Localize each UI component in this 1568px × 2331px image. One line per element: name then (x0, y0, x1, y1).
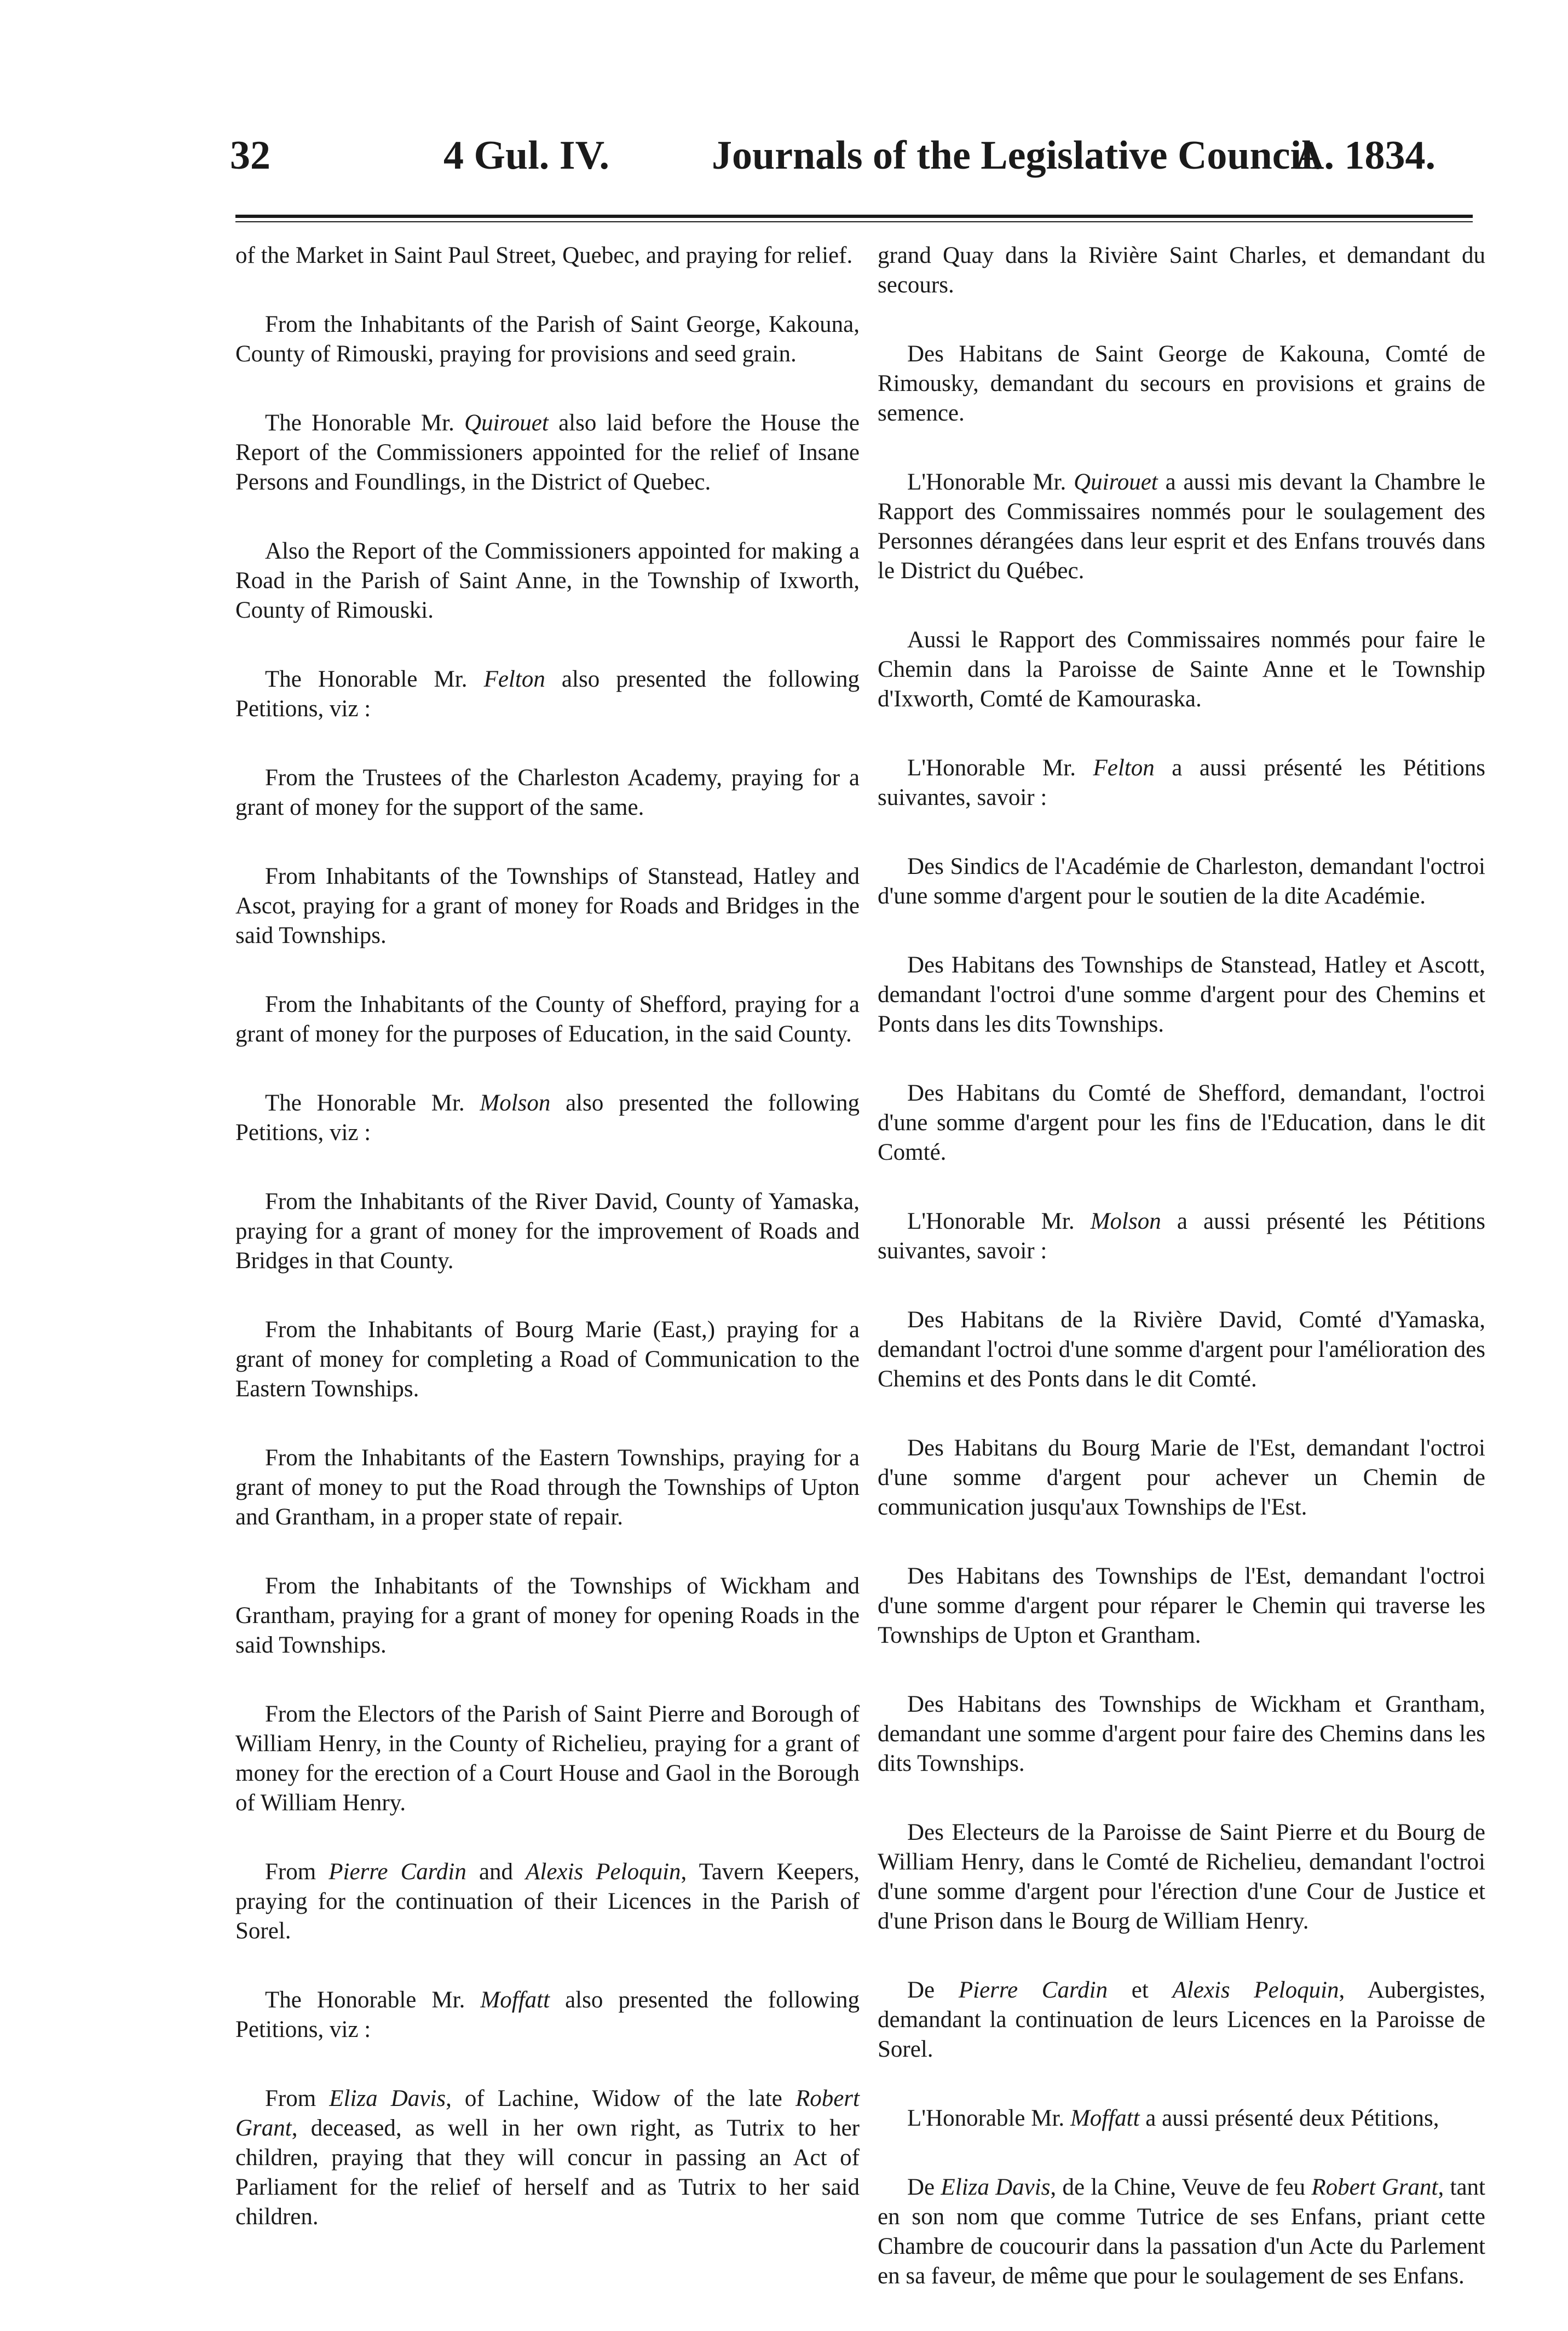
entry-en: The Honorable Mr. Molson also presented the following Petitions, viz : (235, 1090, 860, 1146)
entry-en: From the Inhabitants of the County of Shefford, praying for a grant of money for the purposes of Education, in the said County. (235, 992, 860, 1047)
entry-fr: Des Habitans du Comté de Shefford, demandant, l'octroi d'une somme d'argent pour les fins de l'Education, dans le dit Comté. (878, 1080, 1485, 1165)
journal-title: Journals of the Legislative Council. (712, 133, 1323, 178)
entry-fr: Des Habitans de la Rivière David, Comté d'Yamaska, demandant l'octroi d'une somme d'argent pour l'amélioration des Chemins et des Ponts dans le dit Comté. (878, 1307, 1485, 1392)
entry-fr: Des Habitans des Townships de Stanstead, Hatley et Ascott, demandant l'octroi d'une somme d'argent pour des Chemins et Ponts dans les dits Townships. (878, 952, 1485, 1037)
entry-fr: Des Habitans des Townships de l'Est, demandant l'octroi d'une somme d'argent pour réparer le Chemin qui traverse les Townships de Upton et Grantham. (878, 1563, 1485, 1648)
entry-fr: Des Electeurs de la Paroisse de Saint Pierre et du Bourg de William Henry, dans le Comté de Richelieu, demandant l'octroi d'une somme d'argent pour l'érection d'une Cour de Justice et d'une Prison dans le Bourg de William Henry. (878, 1820, 1485, 1934)
entry-fr: grand Quay dans la Rivière Saint Charles, et demandant du secours. (878, 243, 1485, 298)
entry-fr: L'Honorable Mr. Moffatt a aussi présenté deux Pétitions, (907, 2105, 1439, 2131)
entry-en: The Honorable Mr. Quirouet also laid before the House the Report of the Commissioners appointed for the relief of Insane Persons and Foundlings, in the District of Quebec. (235, 410, 860, 495)
entry-fr: Des Habitans de Saint George de Kakouna, Comté de Rimousky, demandant du secours en provisions et grains de semence. (878, 341, 1485, 426)
entry-en: From the Electors of the Parish of Saint Pierre and Borough of William Henry, in the County of Richelieu, praying for a grant of money for the erection of a Court House and Gaol in the Borough of William Henry. (235, 1701, 860, 1816)
entry-fr: De Pierre Cardin et Alexis Peloquin, Aubergistes, demandant la continuation de leurs Licences en la Paroisse de Sorel. (878, 1977, 1485, 2062)
petitioner-name: Pierre Cardin (328, 1859, 466, 1885)
entry-fr: L'Honorable Mr. Quirouet a aussi mis devant la Chambre le Rapport des Commissaires nommés pour le soulagement des Personnes dérangées dans leur esprit et des Enfans trouvés dans le District du Québec. (878, 469, 1485, 584)
member-name: Moffatt (1070, 2105, 1140, 2131)
page-number: 32 (230, 133, 270, 178)
entry-en: From Eliza Davis, of Lachine, Widow of the late Robert Grant, deceased, as well in her own right, as Tutrix to her children, praying that they will concur in passing an Act of Parliament for the relief of herself and as Tutrix to her said children. (235, 2086, 860, 2230)
petitioner-name: Robert Grant (1311, 2174, 1438, 2200)
member-name: Molson (1090, 1208, 1161, 1234)
entry-fr: L'Honorable Mr. Felton a aussi présenté les Pétitions suivantes, savoir : (878, 755, 1485, 810)
entry-en: From Pierre Cardin and Alexis Peloquin, Tavern Keepers, praying for the continuation of their Licences in the Parish of Sorel. (235, 1859, 860, 1944)
member-name: Quirouet (1074, 469, 1158, 495)
entry-fr: Des Sindics de l'Académie de Charleston, demandant l'octroi d'une somme d'argent pour le soutien de la dite Académie. (878, 854, 1485, 909)
regnal-year: 4 Gul. IV. (443, 133, 609, 178)
header-rule-thin (235, 221, 1473, 222)
petitioner-name: Alexis Peloquin (1172, 1977, 1339, 2003)
calendar-year: A. 1834. (1295, 133, 1436, 178)
entry-en: From Inhabitants of the Townships of Stanstead, Hatley and Ascot, praying for a grant of money for Roads and Bridges in the said Townships. (235, 864, 860, 948)
header-rule-thick (235, 215, 1473, 218)
member-name: Moffatt (480, 1987, 550, 2013)
entry-en: From the Inhabitants of the Eastern Townships, praying for a grant of money to put the Road through the Townships of Upton and Grantham, in a proper state of repair. (235, 1445, 860, 1530)
entry-en: From the Inhabitants of Bourg Marie (East,) praying for a grant of money for completing a Road of Communication to the Eastern Townships. (235, 1317, 860, 1402)
french-column (878, 241, 1485, 2330)
entry-fr: Des Habitans des Townships de Wickham et Grantham, demandant une somme d'argent pour faire des Chemins dans les dits Townships. (878, 1691, 1485, 1776)
entry-en: The Honorable Mr. Moffatt also presented the following Petitions, viz : (235, 1987, 860, 2042)
petitioner-name: Eliza Davis (329, 2086, 446, 2111)
entry-en: of the Market in Saint Paul Street, Quebec, and praying for relief. (235, 243, 853, 268)
english-column (235, 241, 860, 2271)
entry-en: From the Inhabitants of the Parish of Saint George, Kakouna, County of Rimouski, praying for provisions and seed grain. (235, 312, 860, 367)
entry-en: From the Inhabitants of the Townships of Wickham and Grantham, praying for a grant of money for opening Roads in the said Townships. (235, 1573, 860, 1658)
petitioner-name: Pierre Cardin (958, 1977, 1108, 2003)
entry-fr: De Eliza Davis, de la Chine, Veuve de feu Robert Grant, tant en son nom que comme Tutrice de ses Enfans, priant cette Chambre de coucourir dans la passation d'un Acte du Parlement en sa faveur, de même que pour le soulagement de ses Enfans. (878, 2174, 1485, 2289)
member-name: Felton (483, 666, 545, 692)
entry-en: Also the Report of the Commissioners appointed for making a Road in the Parish of Saint Anne, in the Township of Ixworth, County of Rimouski. (235, 538, 860, 623)
entry-fr: Aussi le Rapport des Commissaires nommés pour faire le Chemin dans la Paroisse de Sainte Anne et le Township d'Ixworth, Comté de Kamouraska. (878, 627, 1485, 712)
entry-en: From the Inhabitants of the River David, County of Yamaska, praying for a grant of money for the improvement of Roads and Bridges in that County. (235, 1189, 860, 1274)
member-name: Quirouet (464, 410, 549, 436)
entry-en: From the Trustees of the Charleston Academy, praying for a grant of money for the support of the same. (235, 765, 860, 820)
entry-fr: Des Habitans du Bourg Marie de l'Est, demandant l'octroi d'une somme d'argent pour achever un Chemin de communication jusqu'aux Townships de l'Est. (878, 1435, 1485, 1520)
member-name: Molson (480, 1090, 551, 1116)
petitioner-name: Eliza Davis (941, 2174, 1051, 2200)
running-header (230, 133, 1478, 193)
entry-fr: L'Honorable Mr. Molson a aussi présenté les Pétitions suivantes, savoir : (878, 1208, 1485, 1264)
entry-en: The Honorable Mr. Felton also presented the following Petitions, viz : (235, 666, 860, 722)
member-name: Felton (1093, 755, 1155, 781)
petitioner-name: Robert Grant (235, 2086, 860, 2141)
petitioner-name: Alexis Peloquin (526, 1859, 681, 1885)
